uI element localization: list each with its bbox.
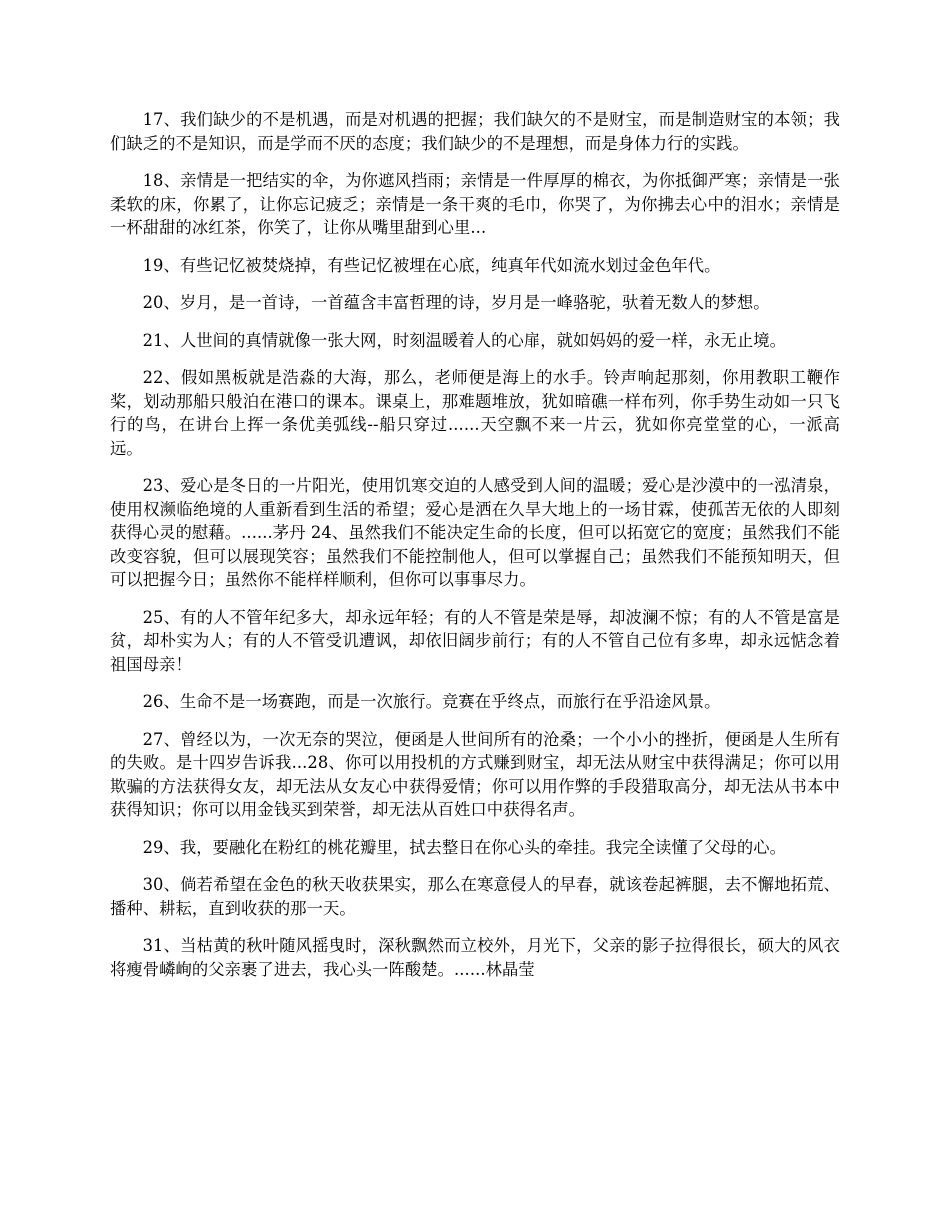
paragraph-23: 23、爱心是冬日的一片阳光，使用饥寒交迫的人感受到人间的温暖；爱心是沙漠中的一泓清泉，使用权濒临绝境的人重新看到生活的希望；爱心是洒在久旱大地上的一场甘霖，使孤苦无依的人即刻获得心灵的慰藉。......茅丹 24、虽然我们不能决定生命的长度，但可以拓宽它的宽度；虽然我们不能改变容貌，但可以展现笑容；虽然我们不能控制他人，但可以掌握自己；虽然我们不能预知明天，但可以把握今日；虽然你不能样样顺利，但你可以事事尽力。	[110, 476, 840, 589]
paragraph-21: 21、人世间的真情就像一张大网，时刻温暖着人的心扉，就如妈妈的爱一样，永无止境。	[142, 330, 787, 350]
paragraph-27: 27、曾经以为，一次无奈的哭泣，便函是人世间所有的沧桑；一个小小的挫折，便函是人生所有的失败。是十四岁告诉我...28、你可以用投机的方式赚到财宝，却无法从财宝中获得满足；你可以用欺骗的方法获得女友，却无法从女友心中获得爱情；你可以用作弊的手段猎取高分，却无法从书本中获得知识；你可以用金钱买到荣誉，却无法从百姓口中获得名声。	[110, 729, 840, 819]
paragraph-20: 20、岁月，是一首诗，一首蕴含丰富哲理的诗，岁月是一峰骆驼，驮着无数人的梦想。	[142, 293, 770, 312]
paragraph-19: 19、有些记忆被焚烧掉，有些记忆被埋在心底，纯真年代如流水划过金色年代。	[142, 255, 721, 275]
paragraph-17: 17、我们缺少的不是机遇，而是对机遇的把握；我们缺欠的不是财宝，而是制造财宝的本领；我们缺乏的不是知识，而是学而不厌的态度；我们缺少的不是理想，而是身体力行的实践。	[110, 110, 840, 153]
paragraph-18: 18、亲情是一把结实的伞，为你遮风挡雨；亲情是一件厚厚的棉衣，为你抵御严寒；亲情是一张柔软的床，你累了，让你忘记疲乏；亲情是一条干爽的毛巾，你哭了，为你拂去心中的泪水；亲情是一杯甜甜的冰红茶，你笑了，让你从嘴里甜到心里...	[110, 171, 840, 237]
paragraph-31: 31、当枯黄的秋叶随风摇曳时，深秋飘然而立校外，月光下，父亲的影子拉得很长，硕大的风衣将瘦骨嶙峋的父亲裹了进去，我心头一阵酸楚。......林晶莹	[110, 936, 840, 979]
document-body	[110, 108, 840, 995]
paragraph-30: 30、倘若希望在金色的秋天收获果实，那么在寒意侵人的早春，就该卷起裤腿，去不懈地拓荒、播种、耕耘，直到收获的那一天。	[110, 875, 840, 918]
paragraph-29: 29、我，要融化在粉红的桃花瓣里，拭去整日在你心头的牵挂。我完全读懂了父母的心。	[142, 837, 787, 857]
paragraph-22: 22、假如黑板就是浩淼的大海，那么，老师便是海上的水手。铃声响起那刻，你用教职工鞭作桨，划动那船只般泊在港口的课本。课桌上，那难题堆放，犹如暗礁一样布列，你手势生动如一只飞行的鸟，在讲台上挥一条优美弧线--船只穿过......天空飘不来一片云，犹如你亮堂堂的心，一派高远。	[110, 368, 840, 458]
paragraph-26: 26、生命不是一场赛跑，而是一次旅行。竞赛在乎终点，而旅行在乎沿途风景。	[142, 692, 721, 711]
paragraph-25: 25、有的人不管年纪多大，却永远年轻；有的人不管是荣是辱，却波澜不惊；有的人不管是富是贫，却朴实为人；有的人不管受讥遭讽，却依旧阔步前行；有的人不管自己位有多卑，却永远惦念着祖国母亲！	[110, 607, 840, 674]
